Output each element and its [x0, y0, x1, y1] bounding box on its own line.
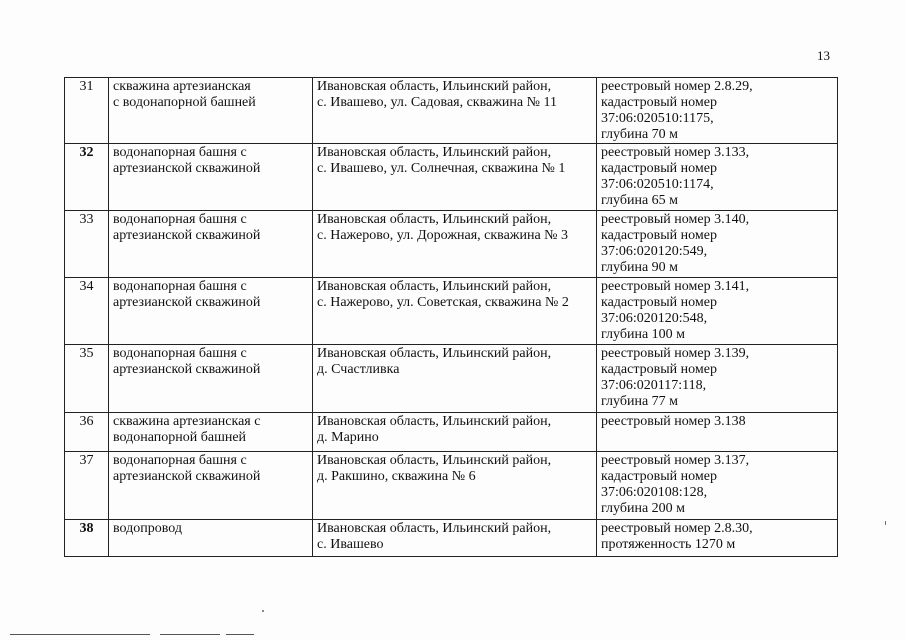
scan-edge-line [10, 634, 150, 635]
object-address: Ивановская область, Ильинский район, д. Марино [313, 413, 597, 452]
scan-edge-line [160, 634, 220, 635]
scan-speck [885, 521, 886, 525]
table-row [65, 78, 838, 144]
row-number: 38 [65, 520, 109, 557]
object-details: реестровый номер 3.138 [597, 413, 838, 452]
table-row [65, 413, 838, 452]
object-address: Ивановская область, Ильинский район, с. Нажерово, ул. Советская, скважина № 2 [313, 278, 597, 345]
object-address: Ивановская область, Ильинский район, д. Ракшино, скважина № 6 [313, 452, 597, 520]
object-name: скважина артезианская с водонапорной башней [109, 413, 313, 452]
object-details: реестровый номер 3.140, кадастровый номер 37:06:020120:549, глубина 90 м [597, 211, 838, 278]
object-details: реестровый номер 2.8.30, протяженность 1270 м [597, 520, 838, 557]
row-number: 31 [65, 78, 109, 144]
table-row [65, 345, 838, 413]
row-number: 32 [65, 144, 109, 211]
table-row [65, 520, 838, 557]
object-address: Ивановская область, Ильинский район, с. Нажерово, ул. Дорожная, скважина № 3 [313, 211, 597, 278]
object-name: скважина артезианская с водонапорной башней [109, 78, 313, 144]
row-number: 35 [65, 345, 109, 413]
row-number: 36 [65, 413, 109, 452]
object-address: Ивановская область, Ильинский район, с. Ивашево, ул. Садовая, скважина № 11 [313, 78, 597, 144]
object-details: реестровый номер 3.133, кадастровый номер 37:06:020510:1174, глубина 65 м [597, 144, 838, 211]
registry-table [64, 77, 838, 557]
object-details: реестровый номер 3.139, кадастровый номер 37:06:020117:118, глубина 77 м [597, 345, 838, 413]
row-number: 33 [65, 211, 109, 278]
scan-edge-line [226, 634, 254, 635]
object-address: Ивановская область, Ильинский район, д. Счастливка [313, 345, 597, 413]
object-name: водонапорная башня с артезианской скважиной [109, 452, 313, 520]
page-number: 13 [817, 48, 830, 63]
object-details: реестровый номер 3.141, кадастровый номер 37:06:020120:548, глубина 100 м [597, 278, 838, 345]
object-name: водонапорная башня с артезианской скважиной [109, 278, 313, 345]
object-name: водонапорная башня с артезианской скважиной [109, 211, 313, 278]
object-name: водонапорная башня с артезианской скважиной [109, 345, 313, 413]
table-row [65, 452, 838, 520]
object-details: реестровый номер 3.137, кадастровый номер 37:06:020108:128, глубина 200 м [597, 452, 838, 520]
row-number: 37 [65, 452, 109, 520]
object-address: Ивановская область, Ильинский район, с. Ивашево [313, 520, 597, 557]
object-name: водонапорная башня с артезианской скважиной [109, 144, 313, 211]
object-details: реестровый номер 2.8.29, кадастровый номер 37:06:020510:1175, глубина 70 м [597, 78, 838, 144]
table-row [65, 278, 838, 345]
object-name: водопровод [109, 520, 313, 557]
table-row [65, 144, 838, 211]
table-row [65, 211, 838, 278]
row-number: 34 [65, 278, 109, 345]
scan-speck [262, 610, 264, 612]
object-address: Ивановская область, Ильинский район, с. Ивашево, ул. Солнечная, скважина № 1 [313, 144, 597, 211]
